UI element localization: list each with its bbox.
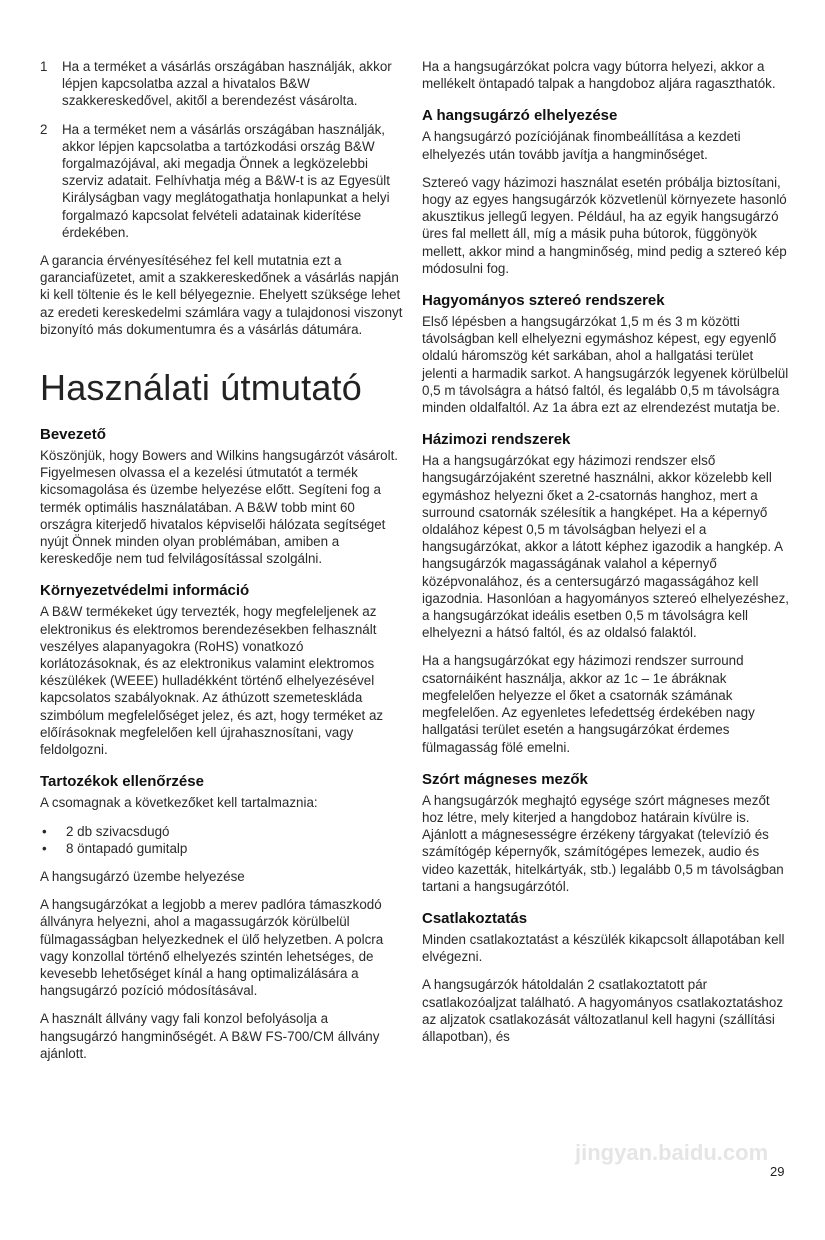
intro-paragraph: Köszönjük, hogy Bowers and Wilkins hangsugárzót vásárolt. Figyelmesen olvassa el a kezelési útmutatót a termék kicsomagolása és üzembe helyezése előtt. Segíteni fog a termék optimális használatában. A B&W tobb mint 60 országra kiterjedő hivatalos képviselői hálózata segítséget nyújt Önnek minden olyan problémában, amiben a kereskedője nem tud felvilágosítással szolgálni. — [40, 448, 399, 567]
page-number: 29 — [770, 1164, 785, 1179]
env-heading: Környezetvédelmi információ — [40, 582, 250, 600]
connection-paragraph-1: Minden csatlakoztatást a készülék kikapcsolt állapotában kell elvégezni. — [422, 931, 785, 965]
numbered-item — [40, 58, 406, 110]
watermark: jingyan.baidu.com — [575, 1140, 769, 1165]
warranty-paragraph: A garancia érvényesítéséhez fel kell mutatnia ezt a garanciafüzetet, amit a szakkereskedőnek a vásárlás napján ki kell töltenie és le kell bélyegeznie. Ehelyett szüksége lehet az eredeti kereskedelmi számlára vagy a tulajdonosi viszonyt bizonyító más dokumentumra és a vásárlás dátumára. — [40, 253, 403, 337]
accessories-heading: Tartozékok ellenőrzése — [40, 773, 204, 791]
home-theater-paragraph-2: Ha a hangsugárzókat egy házimozi rendszer surround csatornáiként használja, akkor az 1c – 1e ábráknak megfelelően helyezze el őket a csatornák számának megfelelően. Az egyenletes lefedettség érdekében nagy hallgatási terület esetén a hangsugárzókat érdemes fülmagasság fölé emelni. — [422, 653, 755, 755]
page-title: Használati útmutató — [40, 367, 362, 409]
list-item-text: 8 öntapadó gumitalp — [66, 840, 188, 856]
item-number: 1 — [40, 59, 48, 74]
placement-paragraph-2: Sztereó vagy házimozi használat esetén próbálja biztosítani, hogy az egyes hangsugárzók közvetlenül környezete hasonló akusztikus jellegű legyen. Például, ha az egyik hangsugárzó üres fal mellett áll, míg a másik puha bútorok, függönyök mellett, akkor mind a hangminőség, mind pedig a sztereó kép módosulni fog. — [422, 174, 787, 276]
connection-paragraph-2: A hangsugárzók hátoldalán 2 csatlakoztatott pár csatlakozóaljzat található. A hagyományos csatlakoztatáshoz az aljzatok csatlakozását változatlanul kell hagyni (szállítási állapotban), és — [422, 977, 784, 1044]
left-column — [40, 58, 406, 1073]
home-theater-paragraph-1: Ha a hangsugárzókat egy házimozi rendszer első hangsugárzójaként szeretné használni, akkor közelebb kell egymáshoz helyezni őket a 2-csatornás hanghoz, mert a surround csatornák szélesítik a hangképet. Ha a képernyő oldalához képest 0,5 m távolságban helyezi el a hangsugárzókat, akkor a látott képhez igazodik a hangkép. A hangsugárzók magasságának valahol a képernyő középvonalához, és a centersugárzó magasságához kell igazodnia. Hasonlóan a hagyományos sztereó elhelyezéshez, a hangsugárzókat ideális esetben 0,5 m távolságra kell elhelyezni a hátsó faltól, és az oldalsó falaktól. — [422, 453, 789, 641]
item-text: Ha a terméket a vásárlás országában használják, akkor lépjen kapcsolatba azzal a hivatalos B&W szakkereskedővel, akitől a berendezést vásárolta. — [62, 59, 392, 109]
placement-heading: A hangsugárzó elhelyezése — [422, 107, 618, 125]
accessories-list — [40, 823, 406, 857]
accessories-intro: A csomagnak a következőket kell tartalmaznia: — [40, 795, 318, 811]
numbered-item — [40, 121, 406, 241]
bullet-icon: • — [42, 840, 47, 856]
stereo-paragraph: Első lépésben a hangsugárzókat 1,5 m és 3 m közötti távolságban kell elhelyezni egymáshoz képest, egy egyenlő oldalú háromszög két sarkában, ahol a hallgatási terület jelenti a harmadik sarkot. A hangsugárzók legyenek körülbelül 0,5 m távolságra a hátsó faltól, és legalább 0,5 m távolságra minden oldalfaltól. Az 1a ábra ezt az elrendezést mutatja be. — [422, 314, 789, 416]
shelf-paragraph: Ha a hangsugárzókat polcra vagy bútorra helyezi, akkor a mellékelt öntapadó talpak a hangdoboz aljára ragaszthatók. — [422, 59, 776, 92]
list-item-text: 2 db szivacsdugó — [66, 823, 170, 839]
setup-paragraph-2: A használt állvány vagy fali konzol befolyásolja a hangsugárzó hangminőségét. A B&W FS-700/CM állvány ajánlott. — [40, 1011, 380, 1061]
magnetic-heading: Szórt mágneses mezők — [422, 770, 588, 788]
setup-subheading: A hangsugárzó üzembe helyezése — [40, 868, 245, 884]
env-paragraph: A B&W termékeket úgy tervezték, hogy megfeleljenek az elektronikus és elektromos berendezésekben felhasznált veszélyes alapanyagokra (RoHS) vonatkozó korlátozásoknak, és az elektronikus valamint elektromos készülékek (WEEE) hulladékként történő elhelyezésével kapcsolatos szabályoknak. Az áthúzott szemeteskláda szimbólum megfelelőséget jelez, és azt, hogy terméket az előírásoknak megfelelően kell újrahasznosítani, vagy feldolgozni. — [40, 604, 384, 758]
right-column — [422, 58, 790, 1056]
home-theater-heading: Házimozi rendszerek — [422, 431, 571, 449]
stereo-heading: Hagyományos sztereó rendszerek — [422, 292, 665, 310]
item-number: 2 — [40, 121, 48, 137]
list-item — [40, 823, 406, 840]
bullet-icon: • — [42, 823, 47, 839]
placement-paragraph-1: A hangsugárzó pozíciójának finombeállítása a kezdeti elhelyezés után tovább javítja a hangminőséget. — [422, 129, 741, 162]
list-item — [40, 840, 406, 857]
item-text: Ha a terméket nem a vásárlás országában használják, akkor lépjen kapcsolatba a tartózkodási ország B&W forgalmazójával, aki megadja Önnek a legközelebbi szerviz adatait. Felhívhatja még a B&W-t is az Egyesült Királyságban vagy meglátogathatja honlapunkat a helyi forgalmazó kapcsolat felvételi adatainak kiderítése érdekében. — [62, 121, 390, 240]
setup-paragraph-1: A hangsugárzókat a legjobb a merev padlóra támaszkodó állványra helyezni, ahol a magassugárzók körülbelül fülmagasságban helyezkednek el ülő helyzetben. A polcra vagy konzollal történő elhelyezés szintén lehetséges, de kevesebb lehetőséget kínál a hang optimalizálására a hangsugárzó pozíció módosításával. — [40, 897, 384, 999]
intro-heading: Bevezető — [40, 426, 106, 444]
magnetic-paragraph: A hangsugárzók meghajtó egysége szórt mágneses mezőt hoz létre, mely kiterjed a hangdoboz határain kívülre is. Ajánlott a mágnesességre érzékeny tárgyakat (televízió és számítógép képernyők, számítógépes lemezek, audio és video kazetták, hitelkártyák, stb.) legalább 0,5 m távolságban tartani a hangsugárzótól. — [422, 792, 784, 894]
connection-heading: Csatlakoztatás — [422, 909, 528, 927]
